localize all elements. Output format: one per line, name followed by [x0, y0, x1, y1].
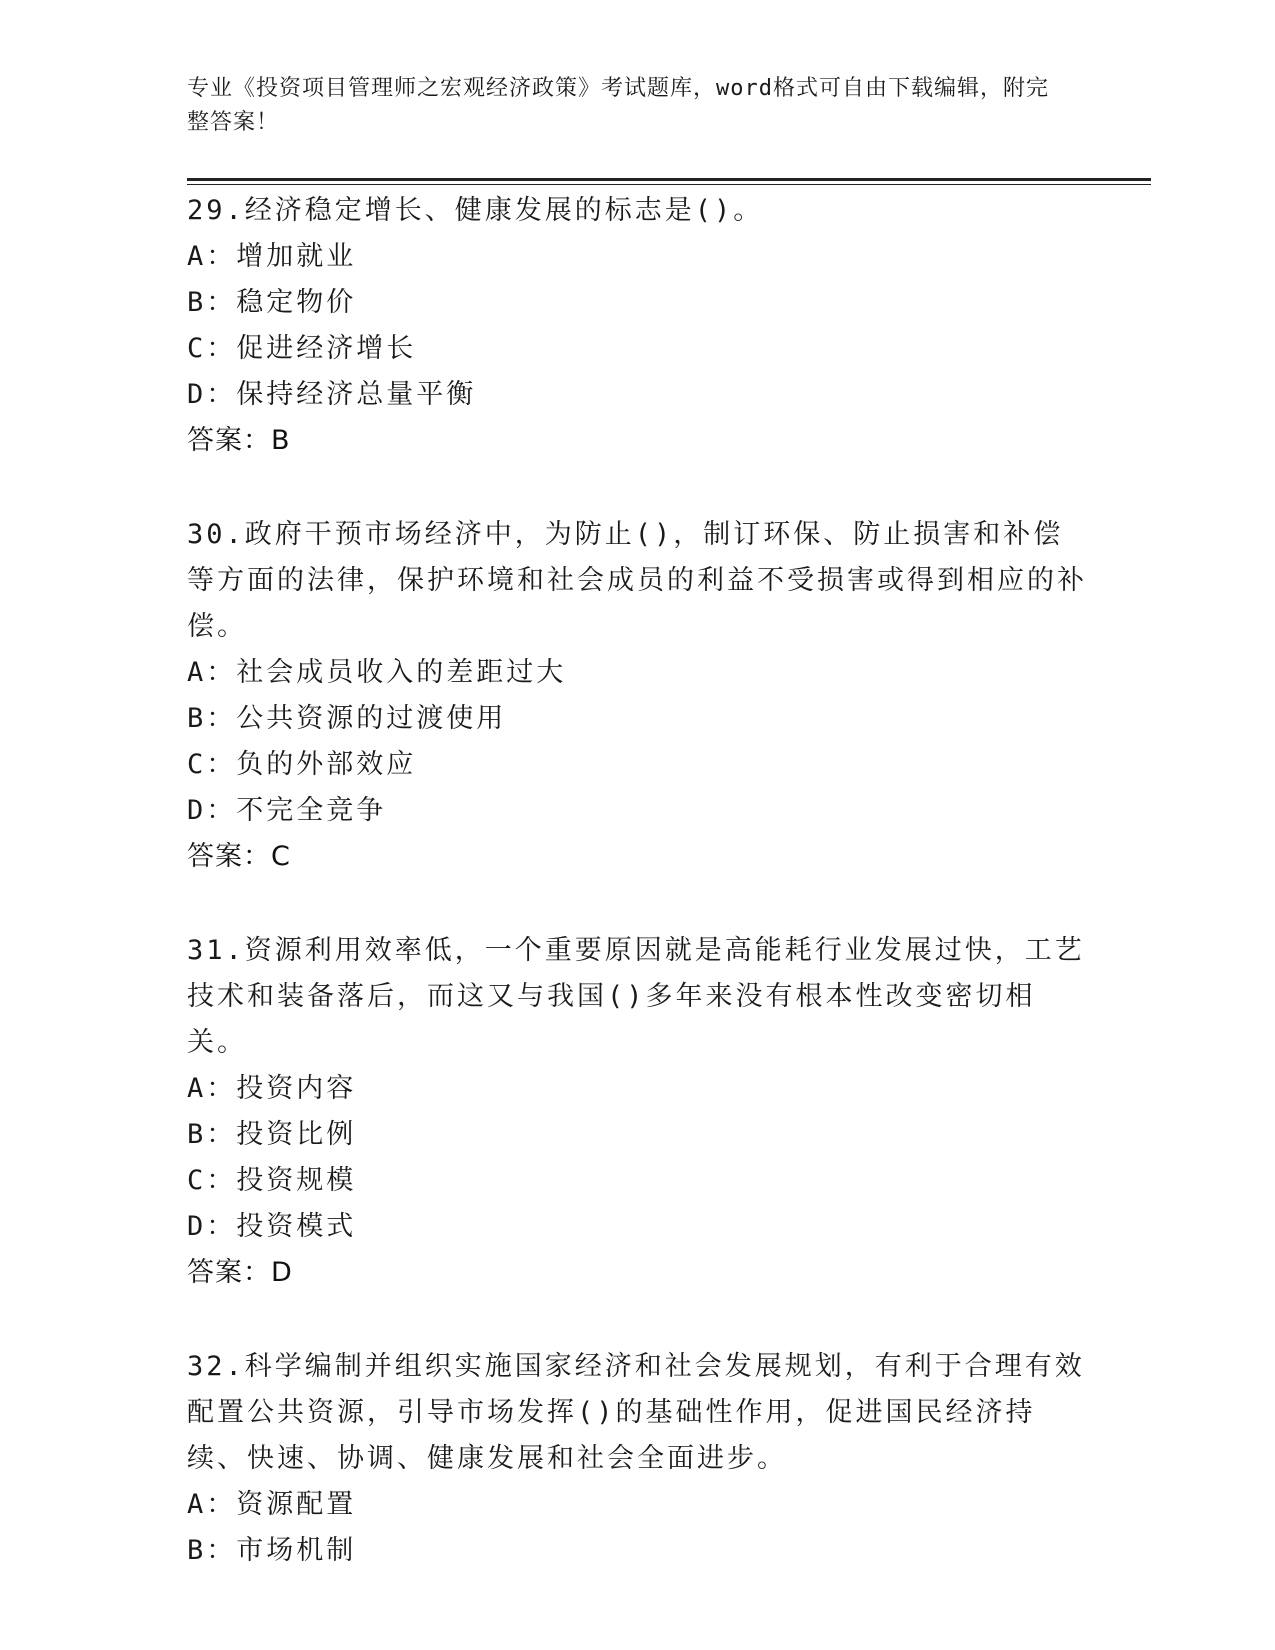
option-text: 增加就业 — [236, 241, 357, 272]
question-stem: 29.经济稳定增长、健康发展的标志是()。 — [187, 195, 764, 226]
option-letter: A — [187, 241, 207, 272]
document-header — [187, 72, 1067, 140]
option-text: 市场机制 — [236, 1535, 357, 1566]
option-text: 公共资源的过渡使用 — [236, 703, 507, 734]
option-text: 投资模式 — [236, 1211, 357, 1242]
option-letter: A — [187, 1073, 207, 1104]
option-c: C：负的外部效应 — [187, 749, 417, 780]
option-text: 保持经济总量平衡 — [236, 379, 477, 410]
option-b: B：公共资源的过渡使用 — [187, 703, 507, 734]
option-c: C：投资规模 — [187, 1165, 357, 1196]
question-stem: 30.政府干预市场经济中，为防止()，制订环保、防止损害和补偿等方面的法律，保护环境和社会成员的利益不受损害或得到相应的补偿。 — [187, 519, 1087, 642]
header-text: 专业《投资项目管理师之宏观经济政策》考试题库，word格式可自由下载编辑，附完整答案！ — [187, 76, 1049, 135]
header-divider-thin — [187, 184, 1151, 185]
option-b: B：市场机制 — [187, 1535, 357, 1566]
option-a: A：社会成员收入的差距过大 — [187, 657, 567, 688]
option-text: 社会成员收入的差距过大 — [236, 657, 567, 688]
question-32 — [187, 1344, 1087, 1574]
option-text: 不完全竞争 — [236, 795, 387, 826]
header-divider-thick — [187, 178, 1151, 181]
question-stem: 32.科学编制并组织实施国家经济和社会发展规划，有利于合理有效配置公共资源，引导市场发挥()的基础性作用，促进国民经济持续、快速、协调、健康发展和社会全面进步。 — [187, 1351, 1085, 1474]
option-letter: C — [187, 333, 207, 364]
option-letter: D — [187, 379, 207, 410]
question-30 — [187, 512, 1087, 880]
option-a: A：投资内容 — [187, 1073, 357, 1104]
option-letter: D — [187, 1211, 207, 1242]
answer-line: 答案：B — [187, 425, 291, 456]
option-text: 投资内容 — [236, 1073, 357, 1104]
option-text: 投资比例 — [236, 1119, 357, 1150]
question-list — [187, 188, 1087, 1622]
question-stem: 31.资源利用效率低，一个重要原因就是高能耗行业发展过快，工艺技术和装备落后，而这又与我国()多年来没有根本性改变密切相关。 — [187, 935, 1085, 1058]
option-d: D：不完全竞争 — [187, 795, 387, 826]
option-text: 投资规模 — [236, 1165, 357, 1196]
option-d: D：保持经济总量平衡 — [187, 379, 477, 410]
option-text: 稳定物价 — [236, 287, 357, 318]
option-text: 负的外部效应 — [236, 749, 417, 780]
option-letter: C — [187, 1165, 207, 1196]
question-29 — [187, 188, 1087, 464]
option-c: C：促进经济增长 — [187, 333, 417, 364]
option-a: A：资源配置 — [187, 1489, 357, 1520]
question-31 — [187, 928, 1087, 1296]
answer-line: 答案：D — [187, 1257, 293, 1288]
option-letter: B — [187, 703, 207, 734]
option-b: B：投资比例 — [187, 1119, 357, 1150]
option-letter: A — [187, 1489, 207, 1520]
option-letter: B — [187, 1119, 207, 1150]
option-text: 促进经济增长 — [236, 333, 417, 364]
option-letter: B — [187, 1535, 207, 1566]
option-letter: A — [187, 657, 207, 688]
option-b: B：稳定物价 — [187, 287, 357, 318]
option-a: A：增加就业 — [187, 241, 357, 272]
answer-line: 答案：C — [187, 841, 291, 872]
option-text: 资源配置 — [236, 1489, 357, 1520]
option-d: D：投资模式 — [187, 1211, 357, 1242]
option-letter: B — [187, 287, 207, 318]
option-letter: C — [187, 749, 207, 780]
option-letter: D — [187, 795, 207, 826]
